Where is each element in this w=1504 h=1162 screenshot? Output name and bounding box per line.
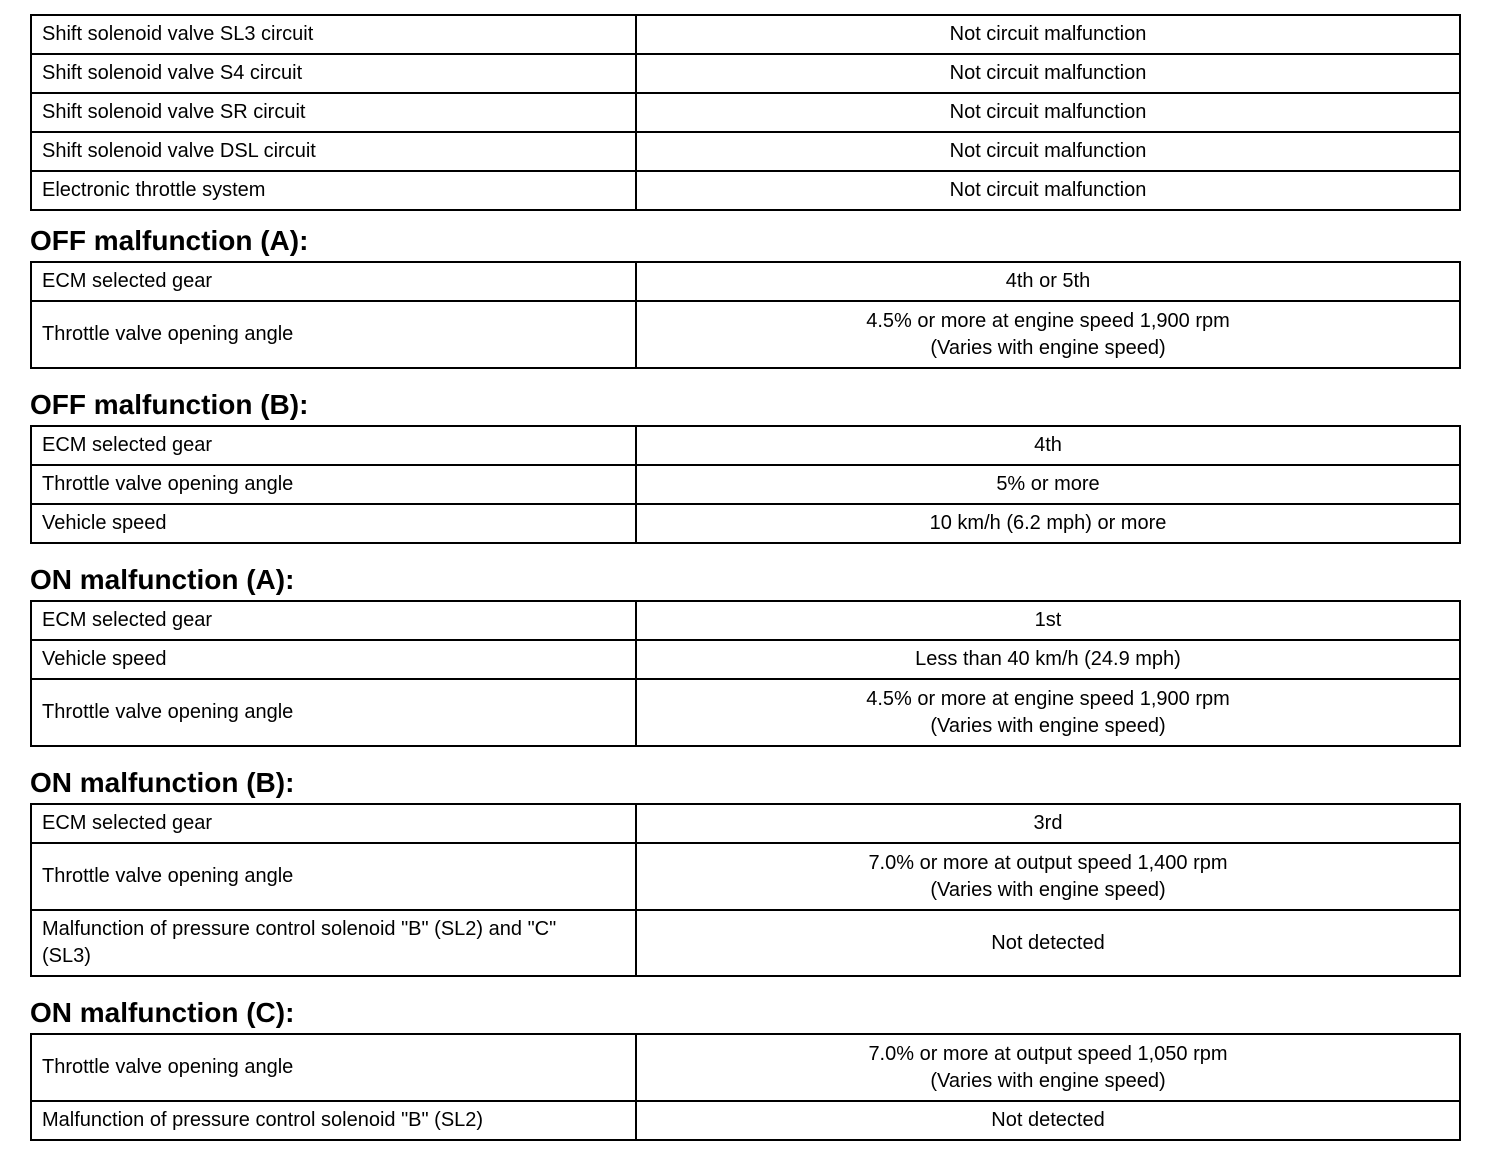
value-note: (Varies with engine speed) (930, 336, 1166, 359)
row-value: 3rd (636, 804, 1460, 843)
row-label (31, 910, 636, 976)
table-row (31, 640, 1460, 679)
table-row (31, 171, 1460, 210)
value-line: 4.5% or more at engine speed 1,900 rpm (866, 309, 1230, 332)
row-value: Not circuit malfunction (636, 171, 1460, 210)
value-line: 7.0% or more at output speed 1,050 rpm (868, 1042, 1228, 1065)
table-row (31, 1101, 1460, 1140)
row-value: Not circuit malfunction (636, 15, 1460, 54)
row-value: 4th (636, 426, 1460, 465)
row-value: Less than 40 km/h (24.9 mph) (636, 640, 1460, 679)
row-label: Throttle valve opening angle (31, 1034, 636, 1101)
table-row (31, 1034, 1460, 1101)
row-value: 4th or 5th (636, 262, 1460, 301)
row-label: Throttle valve opening angle (31, 679, 636, 746)
table-row (31, 301, 1460, 368)
row-label: Shift solenoid valve DSL circuit (31, 132, 636, 171)
table-row (31, 262, 1460, 301)
row-value (636, 1034, 1460, 1101)
row-value: Not circuit malfunction (636, 54, 1460, 93)
table-row (31, 804, 1460, 843)
off-malfunction-a-table (30, 261, 1461, 369)
row-value (636, 301, 1460, 368)
off-malfunction-b-table (30, 425, 1461, 544)
section-heading: OFF malfunction (B): (30, 389, 309, 420)
row-value: 10 km/h (6.2 mph) or more (636, 504, 1460, 543)
row-label: Shift solenoid valve SR circuit (31, 93, 636, 132)
on-malfunction-a-table (30, 600, 1461, 747)
table-row (31, 601, 1460, 640)
row-value: 5% or more (636, 465, 1460, 504)
row-label: Throttle valve opening angle (31, 843, 636, 910)
row-value: Not detected (636, 910, 1460, 976)
table-row (31, 93, 1460, 132)
row-label: Throttle valve opening angle (31, 301, 636, 368)
row-label: Shift solenoid valve S4 circuit (31, 54, 636, 93)
on-malfunction-c-table (30, 1033, 1461, 1141)
row-label: ECM selected gear (31, 804, 636, 843)
circuit-status-table (30, 14, 1461, 211)
value-note: (Varies with engine speed) (930, 714, 1166, 737)
table-row (31, 504, 1460, 543)
row-label: ECM selected gear (31, 426, 636, 465)
row-label: Vehicle speed (31, 640, 636, 679)
value-note: (Varies with engine speed) (930, 1069, 1166, 1092)
on-malfunction-b-table (30, 803, 1461, 977)
row-label: ECM selected gear (31, 262, 636, 301)
row-value (636, 843, 1460, 910)
label-line: Malfunction of pressure control solenoid "B" (SL2) and "C" (42, 918, 557, 940)
label-line-continued: (SL3) (42, 945, 91, 967)
row-label: Shift solenoid valve SL3 circuit (31, 15, 636, 54)
table-row (31, 132, 1460, 171)
table-row (31, 15, 1460, 54)
row-label: Electronic throttle system (31, 171, 636, 210)
value-line: 7.0% or more at output speed 1,400 rpm (868, 851, 1228, 874)
section-heading: ON malfunction (A): (30, 564, 295, 595)
row-value: 1st (636, 601, 1460, 640)
value-note: (Varies with engine speed) (930, 878, 1166, 901)
row-label: Malfunction of pressure control solenoid "B" (SL2) (31, 1101, 636, 1140)
table-row (31, 679, 1460, 746)
section-heading: ON malfunction (B): (30, 767, 295, 798)
table-row (31, 843, 1460, 910)
section-heading: OFF malfunction (A): (30, 225, 309, 256)
row-value (636, 679, 1460, 746)
row-value: Not circuit malfunction (636, 132, 1460, 171)
table-row (31, 910, 1460, 976)
row-label: Vehicle speed (31, 504, 636, 543)
table-row (31, 426, 1460, 465)
table-row (31, 54, 1460, 93)
row-value: Not detected (636, 1101, 1460, 1140)
section-heading: ON malfunction (C): (30, 997, 295, 1028)
value-line: 4.5% or more at engine speed 1,900 rpm (866, 687, 1230, 710)
table-row (31, 465, 1460, 504)
row-value: Not circuit malfunction (636, 93, 1460, 132)
row-label: ECM selected gear (31, 601, 636, 640)
row-label: Throttle valve opening angle (31, 465, 636, 504)
